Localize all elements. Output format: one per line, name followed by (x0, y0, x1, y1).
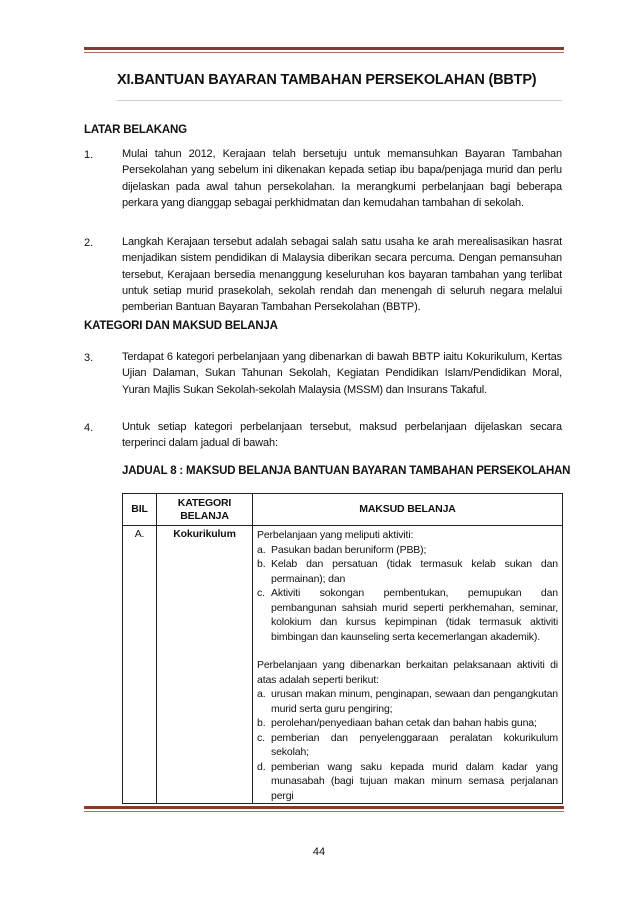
list-item (257, 557, 558, 586)
footer-rule-thin (84, 811, 564, 812)
paragraph-4: Untuk setiap kategori perbelanjaan tersebut, maksud perbelanjaan dijelaskan secara terperinci dalam jadual di bawah: (122, 421, 562, 450)
list-marker: b. (257, 558, 266, 570)
list-text: Aktiviti sokongan pembentukan, pemupukan dan pembangunan sahsiah murid seperti perkhemahan, seminar, kolokium dan kursus kepimpinan (tidak termasuk aktiviti bimbingan dan kaunseling serta kecemerlangan akademik). (271, 587, 558, 643)
cell-kategori: Kokurikulum (157, 526, 253, 804)
header-rule (84, 47, 564, 50)
item-number: 2. (84, 237, 94, 249)
paragraph-2: Langkah Kerajaan tersebut adalah sebagai salah satu usaha ke arah merealisasikan hasrat menjadikan sistem pendidikan di Malaysia diberikan secara percuma. Dengan pemansuhan tersebut, Kerajaan bersedia menanggung keseluruhan kos bayaran tambahan yang terlibat untuk setiap murid prasekolah, sekolah rendah dan menengah di seluruh negara melalui pemberian Bantuan Bayaran Tambahan Persekolahan (BBTP). (122, 236, 562, 314)
cell-bil: A. (123, 526, 157, 804)
header-bil: BIL (123, 494, 157, 526)
header-maksud: MAKSUD BELANJA (253, 494, 563, 526)
table-row (123, 526, 563, 804)
page-number: 44 (312, 846, 326, 858)
list-item (257, 543, 558, 558)
table-title: JADUAL 8 : MAKSUD BELANJA BANTUAN BAYARAN TAMBAHAN PERSEKOLAHAN (122, 465, 571, 477)
maksud-intro-2: Perbelanjaan yang dibenarkan berkaitan pelaksanaan aktiviti di atas adalah seperti berikut: (257, 659, 558, 686)
list-marker: c. (257, 587, 265, 599)
section-heading-kategori: KATEGORI DAN MAKSUD BELANJA (84, 320, 278, 332)
header-rule-thin (84, 52, 564, 53)
list-marker: d. (257, 760, 266, 773)
paragraph-3: Terdapat 6 kategori perbelanjaan yang dibenarkan di bawah BBTP iaitu Kokurikulum, Kertas Ujian Dalaman, Sukan Tahunan Sekolah, Kegiatan Pendidikan Islam/Pendidikan Moral, Yuran Majlis Sukan Sekolah-sekolah Malaysia (MSSM) dan Insurans Takaful. (122, 351, 562, 396)
list-item (257, 716, 558, 731)
list-marker: b. (257, 717, 266, 729)
list-item (257, 586, 558, 644)
item-number: 3. (84, 352, 94, 364)
maksud-belanja-table (122, 493, 563, 804)
list-text: urusan makan minum, penginapan, sewaan dan pengangkutan murid serta guru pengiring; (271, 688, 558, 715)
cell-maksud (253, 526, 563, 804)
item-number: 4. (84, 422, 94, 434)
list-item (257, 731, 558, 760)
maksud-intro-1: Perbelanjaan yang meliputi aktiviti: (257, 529, 414, 541)
table-header-row (123, 494, 563, 526)
paragraph-1: Mulai tahun 2012, Kerajaan telah bersetuju untuk memansuhkan Bayaran Tambahan Persekolahan yang sebelum ini dikenakan kepada setiap ibu bapa/penjaga murid dan perlu dijelaskan pada awal tahun persekolahan. Ia merangkumi perbelanjaan bagi beberapa perkara yang dianggap sebagai perkhidmatan dan kemudahan tambahan di sekolah. (122, 148, 562, 209)
title-underline (117, 100, 562, 101)
page-title: XI.BANTUAN BAYARAN TAMBAHAN PERSEKOLAHAN (BBTP) (117, 72, 537, 88)
list-text: pemberian wang saku kepada murid dalam kadar yang munasabah (bagi tujuan makan minum semasa perjalanan pergi (271, 760, 558, 802)
header-kategori: KATEGORI BELANJA (157, 494, 253, 526)
spacer (257, 644, 558, 658)
item-number: 1. (84, 149, 94, 161)
list-marker: a. (257, 688, 266, 700)
section-heading-latar-belakang: LATAR BELAKANG (84, 124, 187, 136)
list-text: perolehan/penyediaan bahan cetak dan bahan habis guna; (271, 717, 537, 729)
list-marker: a. (257, 543, 266, 556)
footer-rule (84, 806, 564, 809)
list-item (257, 687, 558, 716)
list-marker: c. (257, 731, 265, 744)
list-text: Kelab dan persatuan (tidak termasuk kelab sukan dan permainan); dan (271, 558, 558, 585)
list-text: Pasukan badan beruniform (PBB); (271, 543, 427, 556)
list-text: pemberian dan penyelenggaraan peralatan kokurikulum sekolah; (271, 731, 558, 758)
list-item (257, 760, 558, 804)
